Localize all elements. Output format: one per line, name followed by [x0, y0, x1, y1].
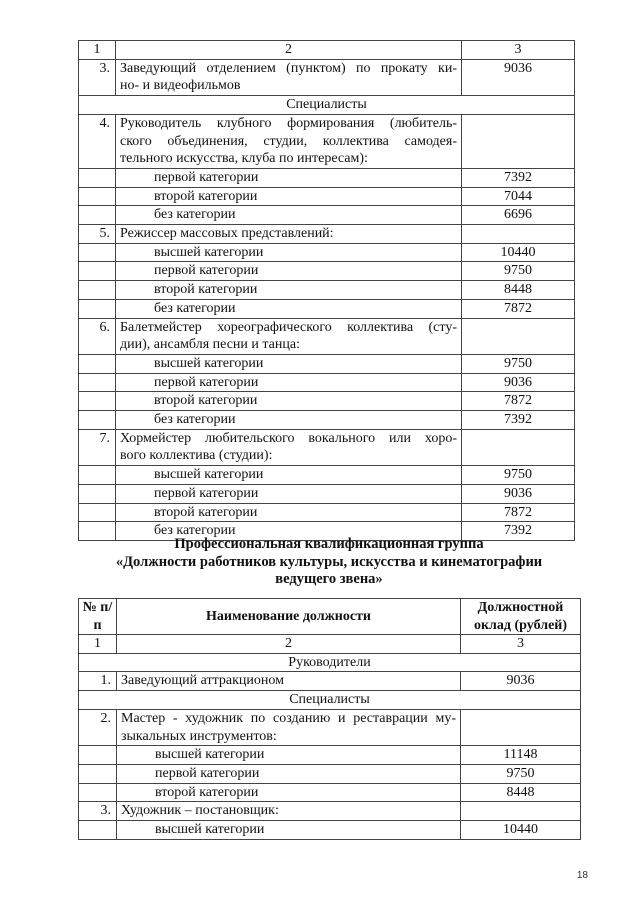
- row-number: [79, 354, 116, 373]
- category-row: [79, 373, 575, 392]
- position-name-line: Мастер - художник по созданию и реставрации му-: [121, 710, 456, 726]
- section-title: Специалисты: [79, 96, 575, 115]
- row-number: [79, 503, 116, 522]
- position-name-line: Балетмейстер хореографического коллектива (сту-: [120, 319, 457, 335]
- column-number-row: [79, 635, 581, 654]
- row-number: [79, 783, 117, 802]
- row-number: 2.: [79, 709, 117, 745]
- salary-value: 9750: [462, 466, 575, 485]
- row-number: [79, 484, 116, 503]
- header-position-name: Наименование должности: [117, 599, 461, 635]
- category-row: [79, 746, 581, 765]
- page-number: 18: [576, 870, 588, 881]
- table-header-row: [79, 599, 581, 635]
- table-body: [79, 635, 581, 840]
- position-row: [79, 672, 581, 691]
- position-name-line: Хормейстер любительского вокального или хоро-: [120, 430, 457, 446]
- row-number: 3.: [79, 59, 116, 95]
- group-title-line: Профессиональная квалификационная группа: [174, 536, 484, 552]
- position-name-line: зыкальных инструментов:: [121, 728, 277, 744]
- position-name: [116, 59, 462, 95]
- salary-value: 9036: [462, 59, 575, 95]
- salary-value: 9750: [462, 262, 575, 281]
- position-row: [79, 114, 575, 168]
- position-name-line: вого коллектива (студии):: [120, 448, 273, 464]
- category-row: [79, 764, 581, 783]
- salary-value: [462, 225, 575, 244]
- position-row: [79, 429, 575, 465]
- position-name: [117, 802, 461, 821]
- salary-value: 9036: [462, 373, 575, 392]
- group-title-line: ведущего звена»: [275, 571, 383, 587]
- category-name: первой категории: [116, 484, 462, 503]
- category-name: второй категории: [116, 392, 462, 411]
- position-name-line: Художник – постановщик:: [121, 803, 279, 819]
- position-row: [79, 802, 581, 821]
- salary-value: [462, 114, 575, 168]
- category-row: [79, 262, 575, 281]
- position-name: [116, 429, 462, 465]
- section-row: [79, 653, 581, 672]
- column-number: 2: [117, 635, 461, 654]
- row-number: [79, 373, 116, 392]
- salary-value: 8448: [462, 281, 575, 300]
- salary-value: [462, 318, 575, 354]
- column-number: 3: [462, 41, 575, 60]
- category-name: первой категории: [117, 764, 461, 783]
- category-name: первой категории: [116, 373, 462, 392]
- category-name: высшей категории: [116, 243, 462, 262]
- position-name: [116, 225, 462, 244]
- salary-value: 7392: [462, 168, 575, 187]
- category-name: второй категории: [116, 187, 462, 206]
- category-row: [79, 484, 575, 503]
- row-number: 4.: [79, 114, 116, 168]
- position-name-line: Руководитель клубного формирования (любитель-: [120, 115, 457, 131]
- section-title: Специалисты: [79, 691, 581, 710]
- salary-value: 7392: [462, 522, 575, 541]
- category-row: [79, 503, 575, 522]
- category-name: первой категории: [116, 262, 462, 281]
- section-row: [79, 96, 575, 115]
- salary-value: 9750: [461, 764, 581, 783]
- salary-value: [461, 802, 581, 821]
- position-name-line: но- и видеофильмов: [120, 78, 241, 94]
- category-name: второй категории: [116, 503, 462, 522]
- group-title-line: «Должности работников культуры, искусства и кинематографии: [115, 553, 543, 570]
- category-row: [79, 299, 575, 318]
- row-number: [79, 187, 116, 206]
- row-number: [79, 206, 116, 225]
- column-number: 1: [79, 635, 117, 654]
- category-row: [79, 411, 575, 430]
- category-name: второй категории: [117, 783, 461, 802]
- row-number: [79, 466, 116, 485]
- salary-value: [462, 429, 575, 465]
- position-name: [116, 318, 462, 354]
- category-row: [79, 821, 581, 840]
- group-title: [78, 536, 580, 589]
- position-name-line: Заведующий аттракционом: [121, 673, 284, 689]
- category-name: первой категории: [116, 168, 462, 187]
- header-salary: Должностной оклад (рублей): [461, 599, 581, 635]
- column-number-row: [79, 41, 575, 60]
- category-name: без категории: [116, 411, 462, 430]
- position-name-line: Режиссер массовых представлений:: [120, 226, 334, 242]
- category-name: без категории: [116, 522, 462, 541]
- section-row: [79, 691, 581, 710]
- row-number: 7.: [79, 429, 116, 465]
- position-name-line: Заведующий отделением (пунктом) по прокату ки-: [120, 60, 457, 76]
- salary-value: 7392: [462, 411, 575, 430]
- category-row: [79, 168, 575, 187]
- salary-value: 7044: [462, 187, 575, 206]
- column-number: 3: [461, 635, 581, 654]
- salary-value: 7872: [462, 503, 575, 522]
- row-number: [79, 243, 116, 262]
- salary-value: 8448: [461, 783, 581, 802]
- salary-value: 10440: [461, 821, 581, 840]
- position-row: [79, 59, 575, 95]
- position-name: [117, 672, 461, 691]
- section-title: Руководители: [79, 653, 581, 672]
- row-number: [79, 746, 117, 765]
- row-number: 5.: [79, 225, 116, 244]
- row-number: [79, 392, 116, 411]
- salary-value: 7872: [462, 392, 575, 411]
- category-row: [79, 243, 575, 262]
- position-name: [116, 114, 462, 168]
- salary-value: 9036: [461, 672, 581, 691]
- table-body: [79, 41, 575, 541]
- position-row: [79, 318, 575, 354]
- salary-table-continued: [78, 40, 575, 541]
- row-number: 3.: [79, 802, 117, 821]
- salary-table-leading-level: [78, 598, 581, 840]
- category-name: второй категории: [116, 281, 462, 300]
- row-number: [79, 168, 116, 187]
- category-name: без категории: [116, 299, 462, 318]
- category-name: высшей категории: [117, 821, 461, 840]
- position-row: [79, 709, 581, 745]
- salary-value: 9036: [462, 484, 575, 503]
- category-row: [79, 466, 575, 485]
- row-number: [79, 262, 116, 281]
- category-row: [79, 783, 581, 802]
- column-number: 2: [116, 41, 462, 60]
- category-row: [79, 392, 575, 411]
- position-name-line: тельного искусства, клуба по интересам):: [120, 151, 368, 167]
- salary-value: 10440: [462, 243, 575, 262]
- row-number: [79, 411, 116, 430]
- category-name: высшей категории: [117, 746, 461, 765]
- salary-value: 9750: [462, 354, 575, 373]
- position-name-line: дии), ансамбля песни и танца:: [120, 337, 300, 353]
- row-number: [79, 764, 117, 783]
- category-row: [79, 281, 575, 300]
- row-number: [79, 821, 117, 840]
- salary-value: 11148: [461, 746, 581, 765]
- row-number: 6.: [79, 318, 116, 354]
- header-number: № п/п: [79, 599, 117, 635]
- category-row: [79, 206, 575, 225]
- row-number: [79, 281, 116, 300]
- salary-value: [461, 709, 581, 745]
- category-name: без категории: [116, 206, 462, 225]
- position-name: [117, 709, 461, 745]
- category-name: высшей категории: [116, 466, 462, 485]
- salary-value: 7872: [462, 299, 575, 318]
- row-number: [79, 299, 116, 318]
- salary-value: 6696: [462, 206, 575, 225]
- row-number: 1.: [79, 672, 117, 691]
- category-row: [79, 354, 575, 373]
- position-row: [79, 225, 575, 244]
- category-name: высшей категории: [116, 354, 462, 373]
- column-number: 1: [79, 41, 116, 60]
- category-row: [79, 187, 575, 206]
- position-name-line: ского объединения, студии, коллектива самодея-: [120, 133, 457, 149]
